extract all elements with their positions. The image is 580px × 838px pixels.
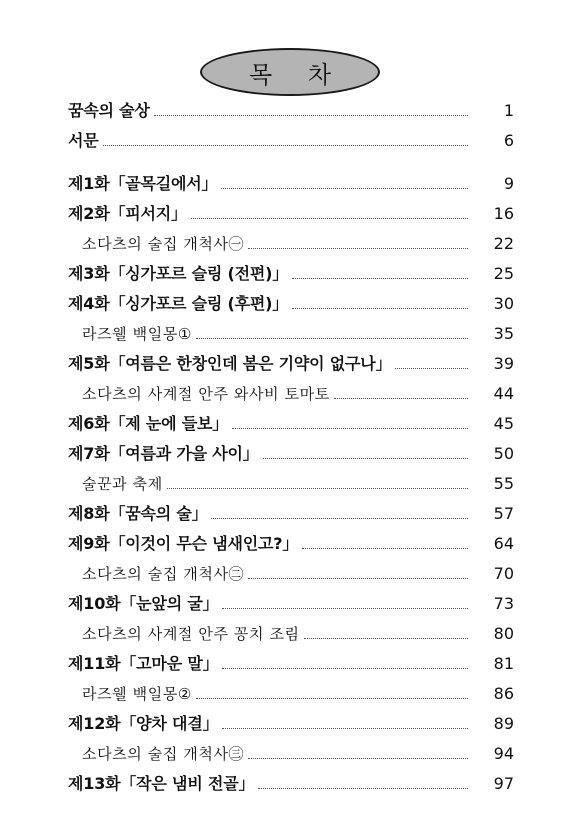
toc-entry (0, 741, 580, 767)
dot-leader (304, 638, 468, 639)
toc-entry (0, 711, 580, 737)
toc-entry-page-number: 30 (493, 294, 514, 313)
toc-entry-label: 소다츠의 술집 개척사㊁ (82, 565, 245, 583)
toc-entry-label: 제5화「여름은 한창인데 봄은 기약이 없구나」 (68, 354, 392, 373)
toc-entry-label: 소다츠의 술집 개척사㊂ (82, 745, 245, 763)
toc-entry-label: 제4화「싱가포르 슬링 (후편)」 (68, 294, 289, 313)
toc-entry (0, 411, 580, 437)
toc-entry-label: 제1화「골목길에서」 (68, 174, 218, 193)
toc-entry (0, 291, 580, 317)
dot-leader (221, 188, 468, 189)
dot-leader (292, 278, 468, 279)
toc-entry (0, 681, 580, 707)
toc-entry-page-number: 1 (503, 101, 514, 120)
dot-leader (263, 458, 468, 459)
toc-entry-label: 제13화「작은 냄비 전골」 (68, 774, 255, 793)
toc-entry (0, 128, 580, 154)
dot-leader (248, 248, 468, 249)
toc-entry-page-number: 94 (493, 744, 514, 763)
toc-entry (0, 231, 580, 257)
toc-entry-page-number: 64 (493, 534, 514, 553)
toc-entry-label: 소다츠의 사계절 안주 와사비 토마토 (82, 385, 330, 403)
dot-leader (191, 218, 468, 219)
toc-entry (0, 621, 580, 647)
toc-entry-label: 제11화「고마운 말」 (68, 654, 219, 673)
dot-leader (395, 368, 468, 369)
dot-leader (248, 578, 468, 579)
dot-leader (232, 428, 468, 429)
toc-entry-page-number: 9 (503, 174, 514, 193)
toc-entry-label: 라즈웰 백일몽① (82, 325, 192, 343)
dot-leader (334, 398, 468, 399)
toc-entry-page-number: 50 (493, 444, 514, 463)
toc-entry-label: 제2화「피서지」 (68, 204, 187, 223)
toc-entry (0, 501, 580, 527)
toc-entry-label: 소다츠의 술집 개척사㊀ (82, 235, 245, 253)
toc-entry-page-number: 89 (493, 714, 514, 733)
toc-entry (0, 201, 580, 227)
toc-entry-page-number: 22 (493, 234, 514, 253)
toc-entry-label: 라즈웰 백일몽② (82, 685, 192, 703)
toc-entry-label: 꿈속의 술상 (68, 101, 150, 120)
dot-leader (103, 145, 468, 146)
toc-entry-label: 제12화「양차 대결」 (68, 714, 219, 733)
toc-entry-label: 제6화「제 눈에 들보」 (68, 414, 229, 433)
dot-leader (196, 338, 468, 339)
toc-entry-label: 제3화「싱가포르 슬링 (전편)」 (68, 264, 289, 283)
toc-entry (0, 381, 580, 407)
dot-leader (154, 115, 468, 116)
toc-entry-label: 제10화「눈앞의 굴」 (68, 594, 219, 613)
toc-entry-label: 제7화「여름과 가을 사이」 (68, 444, 259, 463)
dot-leader (222, 608, 468, 609)
toc-entry (0, 171, 580, 197)
toc-entry-page-number: 16 (493, 204, 514, 223)
toc-entry-page-number: 81 (493, 654, 514, 673)
toc-entry (0, 98, 580, 124)
toc-entry-page-number: 6 (503, 131, 514, 150)
toc-entry-label: 제9화「이것이 무슨 냄새인고?」 (68, 534, 299, 553)
dot-leader (248, 758, 468, 759)
toc-entry-page-number: 57 (493, 504, 514, 523)
dot-leader (167, 488, 468, 489)
toc-entry (0, 261, 580, 287)
dot-leader (222, 728, 468, 729)
toc-entry-label: 소다츠의 사계절 안주 꽁치 조림 (82, 625, 300, 643)
toc-entry-page-number: 73 (493, 594, 514, 613)
toc-entry-page-number: 39 (493, 354, 514, 373)
toc-entry-label: 술꾼과 축제 (82, 475, 163, 493)
toc-entry (0, 561, 580, 587)
toc-entry (0, 351, 580, 377)
toc-entry (0, 471, 580, 497)
toc-entry-label: 서문 (68, 131, 99, 150)
dot-leader (292, 308, 468, 309)
toc-entry-page-number: 70 (493, 564, 514, 583)
page-title: 목 차 (249, 60, 345, 89)
toc-entry-page-number: 80 (493, 624, 514, 643)
toc-entry (0, 591, 580, 617)
dot-leader (302, 548, 468, 549)
toc-entry-page-number: 44 (493, 384, 514, 403)
dot-leader (211, 518, 468, 519)
toc-entry-page-number: 55 (493, 474, 514, 493)
toc-entry-page-number: 25 (493, 264, 514, 283)
toc-entry-page-number: 45 (493, 414, 514, 433)
toc-entry (0, 441, 580, 467)
toc-entry-page-number: 97 (493, 774, 514, 793)
toc-entry (0, 321, 580, 347)
toc-entry (0, 771, 580, 797)
toc-entry-label: 제8화「꿈속의 술」 (68, 504, 208, 523)
toc-entry-page-number: 86 (493, 684, 514, 703)
toc-entry-page-number: 35 (493, 324, 514, 343)
toc-entry (0, 651, 580, 677)
toc-entry (0, 531, 580, 557)
dot-leader (196, 698, 468, 699)
dot-leader (222, 668, 468, 669)
dot-leader (258, 788, 468, 789)
